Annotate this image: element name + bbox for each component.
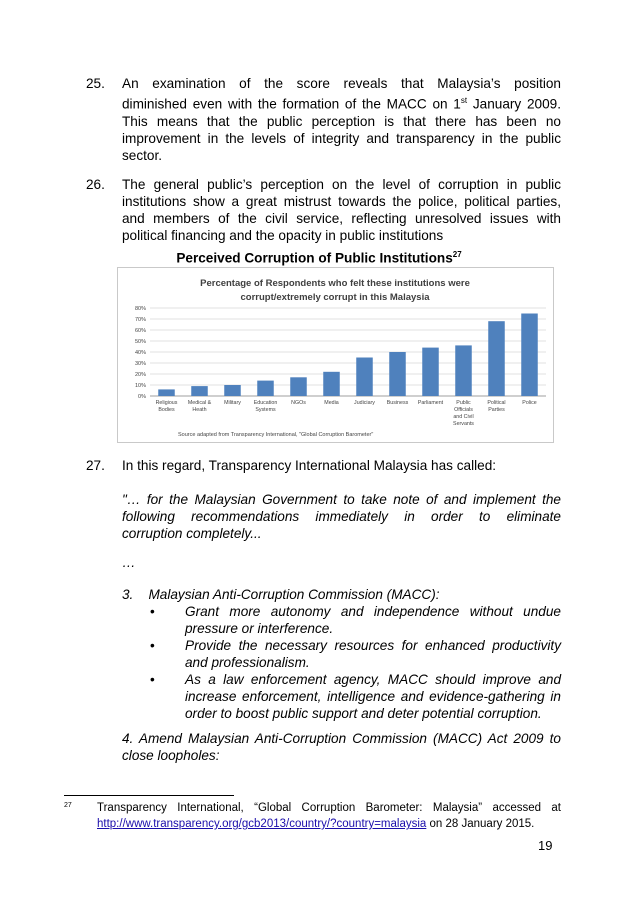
x-tick-label: NGOs bbox=[291, 400, 306, 406]
text-line: improvement in the levels of integrity and transparency in the public bbox=[122, 130, 561, 146]
quote-ellipsis: … bbox=[122, 555, 136, 570]
bar bbox=[290, 377, 307, 396]
quote-block bbox=[122, 491, 561, 542]
bullet-icon: • bbox=[150, 638, 155, 653]
bullet-line: Provide the necessary resources for enhanced productivity bbox=[185, 638, 561, 653]
chart-title-line: corrupt/extremely corrupt in this Malaysia bbox=[240, 292, 430, 303]
text-line: sector. bbox=[122, 147, 163, 163]
footnote-line: http://www.transparency.org/gcb2013/country/?country=malaysia on 28 January 2015. bbox=[97, 818, 535, 830]
chart-title-line: Percentage of Respondents who felt these institutions were bbox=[200, 278, 470, 289]
bullet-line: pressure or interference. bbox=[185, 621, 334, 636]
paragraph-number: 26. bbox=[86, 177, 105, 192]
x-tick-label: Military bbox=[224, 400, 241, 406]
bar bbox=[191, 386, 208, 396]
x-tick-label: Business bbox=[386, 400, 409, 406]
y-tick-label: 0% bbox=[138, 394, 146, 400]
y-tick-label: 60% bbox=[134, 328, 146, 334]
footnote-number: 27 bbox=[64, 802, 72, 809]
bullet-item bbox=[122, 637, 561, 671]
paragraph-number: 25. bbox=[86, 76, 105, 91]
y-tick-label: 10% bbox=[134, 383, 146, 389]
text-line: and members of the civil service, reflecting unresolved issues with bbox=[122, 211, 561, 226]
text-line: diminished even with the formation of the MACC on 1st January 2009. bbox=[122, 96, 561, 112]
page-number: 19 bbox=[538, 838, 553, 853]
text-line: This means that the public perception is that there has been no bbox=[122, 113, 561, 129]
y-tick-label: 20% bbox=[134, 372, 146, 378]
footnote-divider bbox=[64, 795, 234, 796]
text-line: An examination of the score reveals that Malaysia’s position bbox=[122, 76, 561, 91]
chart-source: Source adapted from Transparency International, "Global Corruption Barometer" bbox=[178, 432, 374, 438]
bullet-line: As a law enforcement agency, MACC should improve and bbox=[185, 672, 561, 687]
quote-line: 4. Amend Malaysian Anti-Corruption Commission (MACC) Act 2009 to bbox=[122, 731, 561, 746]
quote-line: corruption completely... bbox=[122, 526, 262, 541]
figure-title: Perceived Corruption of Public Institutions$^{27}$ bbox=[176, 250, 462, 266]
paragraph-26 bbox=[86, 176, 561, 244]
bar bbox=[323, 372, 340, 396]
x-tick-label: Public Officials and Civil Servants bbox=[453, 400, 474, 427]
footnote-link[interactable]: http://www.transparency.org/gcb2013/country/?country=malaysia bbox=[97, 818, 427, 830]
paragraph-number: 27. bbox=[86, 458, 105, 473]
bar bbox=[356, 358, 373, 397]
bullet-line: Grant more autonomy and independence without undue bbox=[185, 604, 561, 619]
quote-line: close loopholes: bbox=[122, 748, 220, 763]
x-tick-label: Judiciary bbox=[354, 400, 375, 406]
bullet-item bbox=[122, 671, 561, 722]
y-tick-label: 30% bbox=[134, 361, 146, 367]
y-tick-label: 50% bbox=[134, 339, 146, 345]
y-tick-label: 80% bbox=[134, 306, 146, 312]
bar-chart bbox=[117, 267, 554, 443]
y-tick-label: 70% bbox=[134, 317, 146, 323]
text-line: In this regard, Transparency International Malaysia has called: bbox=[122, 458, 497, 473]
paragraph-27 bbox=[86, 457, 561, 474]
quote-item-3: 3. Malaysian Anti-Corruption Commission (MACC): bbox=[122, 587, 440, 602]
footnote bbox=[64, 800, 561, 832]
bullet-line: and professionalism. bbox=[185, 655, 310, 670]
x-tick-label: Religious Bodies bbox=[155, 400, 178, 413]
bar bbox=[158, 389, 175, 396]
text-line: The general public’s perception on the level of corruption in public bbox=[122, 177, 561, 192]
bullet-icon: • bbox=[150, 672, 155, 687]
bullet-line: order to boost public support and deter potential corruption. bbox=[185, 706, 542, 721]
x-tick-label: Media bbox=[324, 400, 339, 406]
footnote-line: Transparency International, “Global Corruption Barometer: Malaysia” accessed at bbox=[97, 802, 561, 814]
x-tick-label: Police bbox=[522, 400, 537, 406]
x-tick-label: Political Parties bbox=[487, 400, 506, 413]
x-tick-label: Medical & Heath bbox=[187, 400, 212, 413]
quote-item-4 bbox=[122, 730, 561, 764]
y-tick-label: 40% bbox=[134, 350, 146, 356]
bullet-line: increase enforcement, intelligence and evidence-gathering in bbox=[185, 689, 561, 704]
bullet-icon: • bbox=[150, 604, 155, 619]
bar bbox=[521, 314, 538, 397]
quote-line: following recommendations immediately in order to eliminate bbox=[122, 509, 561, 524]
x-tick-label: Education Systems bbox=[253, 400, 278, 413]
bar bbox=[389, 352, 406, 396]
bar bbox=[224, 385, 241, 396]
quote-line: "… for the Malaysian Government to take note of and implement the bbox=[122, 492, 561, 507]
bar bbox=[257, 381, 274, 396]
bar bbox=[488, 321, 505, 396]
bullet-item bbox=[122, 603, 561, 637]
bar bbox=[455, 345, 472, 396]
bar bbox=[422, 348, 439, 396]
text-line: political financing and the opacity in public institutions bbox=[122, 228, 444, 243]
x-tick-label: Parliament bbox=[417, 400, 444, 406]
text-line: institutions show a great mistrust towards the police, political parties, bbox=[122, 194, 561, 209]
paragraph-25 bbox=[86, 75, 561, 164]
